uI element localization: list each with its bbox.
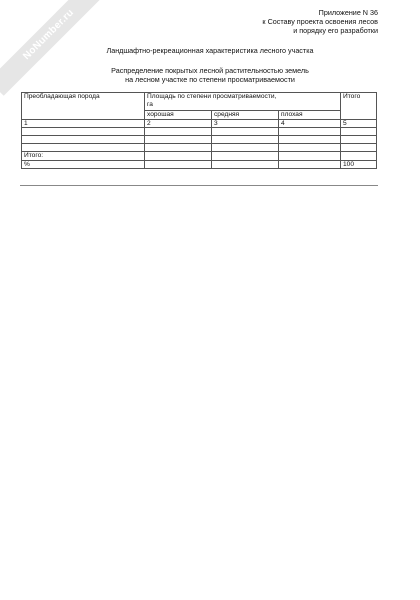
table-cell: Итого: [22,152,145,161]
appendix-reference [262,8,378,35]
table-header-row [22,93,377,111]
horizontal-divider [20,185,378,186]
table-cell: 1 [22,119,145,128]
table-cell [145,152,212,161]
header-species: Преобладающая порода [22,93,145,120]
appendix-line-2: к Составу проекта освоения лесов [262,17,378,26]
table-cell [279,128,341,136]
table-cell [279,144,341,152]
table-total-row [22,152,377,161]
table-cell [212,160,279,169]
table-cell [341,128,377,136]
table-cell: 4 [279,119,341,128]
table-row [22,136,377,144]
table-caption-line-1: Распределение покрытых лесной растительностью земель [111,66,309,75]
table-cell [212,144,279,152]
table-cell: 3 [212,119,279,128]
table-cell [212,128,279,136]
table-caption [0,66,420,84]
table-cell [212,152,279,161]
appendix-line-3: и порядку его разработки [293,26,378,35]
header-total: Итого [341,93,377,120]
table-cell [22,128,145,136]
table-cell [341,152,377,161]
table-cell [279,160,341,169]
header-area [145,93,341,111]
table-cell [145,136,212,144]
table-cell [22,144,145,152]
table-cell [22,136,145,144]
table-cell: 100 [341,160,377,169]
table-cell [341,136,377,144]
table-percent-row [22,160,377,169]
table-cell [145,160,212,169]
appendix-line-1: Приложение N 36 [318,8,378,17]
table-cell [212,136,279,144]
table-row [22,144,377,152]
document-title: Ландшафтно-рекреационная характеристика лесного участка [106,46,314,55]
visibility-table [21,92,377,169]
table-cell [145,144,212,152]
subheader-medium: средняя [212,111,279,120]
table-cell [279,136,341,144]
header-area-line-1: Площадь по степени просматриваемости, [147,93,277,100]
subheader-poor: плохая [279,111,341,120]
subheader-good: хорошая [145,111,212,120]
table-cell [279,152,341,161]
watermark: NoNumber.ru [0,0,110,96]
table-cell [341,144,377,152]
table-caption-line-2: на лесном участке по степени просматриваемости [125,75,295,84]
table-cell [145,128,212,136]
table-cell: % [22,160,145,169]
table-cell: 2 [145,119,212,128]
table-number-row [22,119,377,128]
table-row [22,128,377,136]
header-area-line-2: га [147,100,153,108]
table-cell: 5 [341,119,377,128]
